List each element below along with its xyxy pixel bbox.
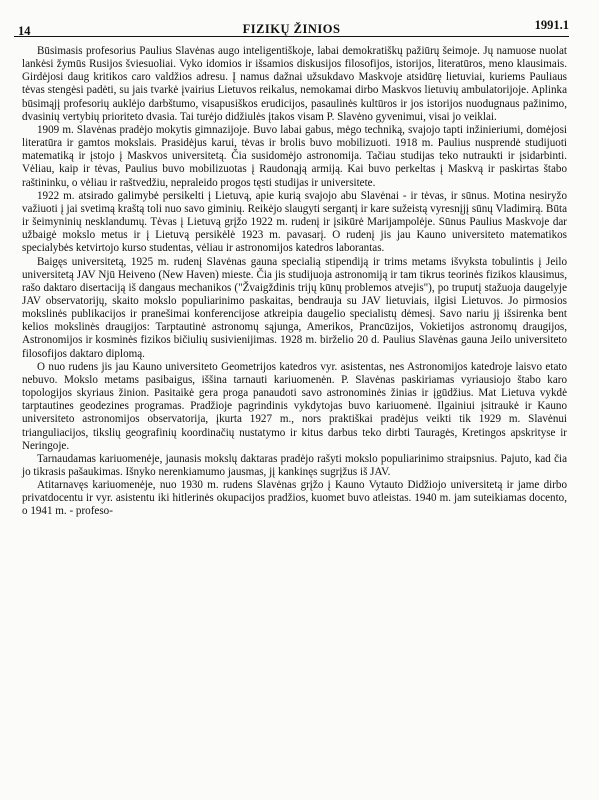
paragraph: Būsimasis profesorius Paulius Slavėnas augo inteligentiškoje, labai demokratiškų pažiūrų šeimoje. Jų namuose nuolat lankėsi žymūs Rusijos šviesuoliai. Vyko idomios ir išsamios diskusijos filosofijos, istorijos, literatūros, meno klausimais. Girdėjosi daug kritikos caro valdžios adresu. Į namus dažnai užsukdavo Maskvoje atsidūrę lietuviai, kuriems Pauliaus tėvas stengėsi padėti, su jais tvarkė įvairius Lietuvos reikalus, nemokamai dirbo Maskvos lietuvių ambulatorijoje. Aplinka būsimąjį profesorių auklėjo darbštumo, visapusiškos erudicijos, pasaulinės kultūros ir jos istorijos nuodugnaus pažinimo, dvasinių vertybių prioriteto dvasia. Tai turėjo didžiulės įtakos visam P. Slavėno gyvenimui, visai jo veiklai. [22, 45, 567, 123]
paragraph: Baigęs universitetą, 1925 m. rudenį Slavėnas gauna specialią stipendiją ir trims metams išvyksta tobulintis į Jeilo universitetą JAV Njū Heiveno (New Haven) mieste. Čia jis studijuoja astronomiją ir tam tikrus teorinės fizikos klausimus, rašo daktaro disertaciją iš dangaus mechanikos ("Žvaigždinis trijų kūnų problemos atvejis"), po truputį stažuoja daugelyje JAV observatorijų, skaito mokslo populiarinimo paskaitas, bendrauja su JAV lietuviais, ilgisi Lietuvos. Jo pirmosios mokslinės publikacijos ir pranešimai konferencijose atkreipia daugelio specialistų dėmesį. Savo nariu jį išsirenka bent kelios mokslinės draugijos: Tarptautinė astronomų sąjunga, Amerikos, Prancūzijos, Vokietijos astronomų draugijos, Astronomijos ir kosminės fizikos bičiulių susivienijimas. 1928 m. birželio 20 d. Paulius Slavėnas gauna Jeilo universiteto filosofijos daktaro diplomą. [22, 255, 567, 360]
issue-number: 1991.1 [534, 18, 569, 32]
running-header [14, 14, 569, 37]
paragraph: 1922 m. atsirado galimybė persikelti į Lietuvą, apie kurią svajojo abu Slavėnai - ir tėvas, ir sūnus. Motina nesiryžo važiuoti į jai svetimą kraštą toli nuo savo giminių. Reikėjo slaugyti sergantį ir kare sužeistą vyresnįjį sūnų Vladimirą. Būta ir šeimyninių nesklandumų. Tėvas į Lietuvą grįžo 1922 m. rudenį ir įsikūrė Marijampolėje. Sūnus Paulius Maskvoje dar užbaigė mokslo metus ir į Lietuvą persikėlė 1923 m. pavasarį. O rudenį jis jau Kauno universiteto matematikos specialybės ketvirtojo kurso studentas, vėliau ir astronomijos katedros laborantas. [22, 189, 567, 255]
paragraph: Atitarnavęs kariuomenėje, nuo 1930 m. rudens Slavėnas grįžo į Kauno Vytauto Didžiojo universitetą ir jame dirbo privatdocentu ir vyr. asistentu iki hitlerinės okupacijos pradžios, kuomet buvo atleistas. 1940 m. jam suteikiamas docento, o 1941 m. - profeso- [22, 479, 567, 518]
journal-title: FIZIKŲ ŽINIOS [242, 22, 341, 36]
article-body [22, 45, 567, 519]
paragraph: 1909 m. Slavėnas pradėjo mokytis gimnazijoje. Buvo labai gabus, mėgo techniką, svajojo tapti inžinieriumi, domėjosi literatūra ir gamtos mokslais. Prasidėjus karui, tėvas ir brolis buvo mobilizuoti. 1918 m. Paulius nusprendė studijuoti matematiką ir įstojo į Maskvos universitetą. Čia susidomėjo astronomija. Tačiau studijas teko nutraukti ir įsidarbinti. Vėliau, kaip ir tėvas, Paulius buvo mobilizuotas į Raudonąją armiją. Kai buvo perkeltas į Maskvą ir paskirtas štabo raštininku, o vėliau ir raštvedžiu, nepraleido progos tęsti studijas ir universitete. [22, 123, 567, 189]
paragraph: Tarnaudamas kariuomenėje, jaunasis mokslų daktaras pradėjo rašyti mokslo populiarinimo straipsnius. Pajuto, kad čia jo tikrasis pašaukimas. Išnyko nerenkiamumo jausmas, jį kankinęs sugrįžus iš JAV. [22, 452, 567, 478]
page-number: 14 [18, 24, 31, 38]
paragraph: O nuo rudens jis jau Kauno universiteto Geometrijos katedros vyr. asistentas, nes Astronomijos katedroje laisvo etato nebuvo. Mokslo metams pasibaigus, iššina tarnauti kariuomenėn. P. Slavėnas paskiriamas vyriausiojo štabo karo topologijos skyriaus žinion. Pasitaikė gera proga panaudoti savo astronominės žinias ir įgūdžius. Mat Lietuva vykdė tarptautines geodezines programas. Pradžioje pagrindinis vykdytojas buvo kariuomenė. Ilgainiui įsitraukė ir Kauno universiteto astronomijos observatorija, įkurta 1927 m., nors praktiškai pradėjus veikti tik 1929 m. Slavėnui trianguliacijos, tikslių geografinių koordinačių nustatymo ir kitus darbus teko dirbti Tauragės, Kretingos apskrityse ir Neringoje. [22, 360, 567, 452]
